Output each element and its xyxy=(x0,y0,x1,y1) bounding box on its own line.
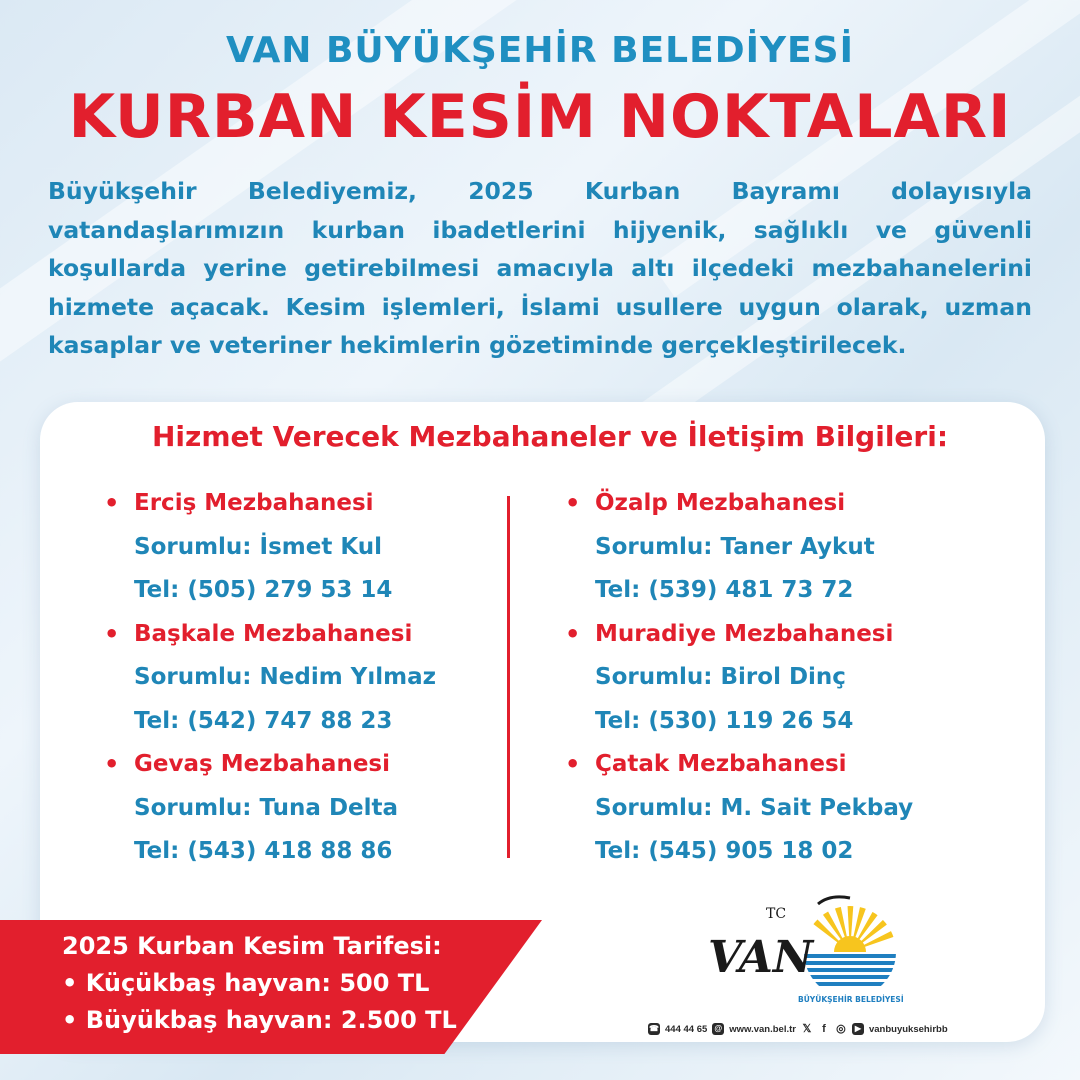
intro-paragraph: Büyükşehir Belediyemiz, 2025 Kurban Bayramı dolayısıyla vatandaşlarımızın kurban ibadetlerini hijyenik, sağlıklı ve güvenli koşullarda yerine getirebilmesi amacıyla altı ilçedeki mezbahanelerini hizmete açacak. Kesim işlemleri, İslami usullere uygun olarak, uzman kasaplar ve veteriner hekimlerin gözetiminde gerçekleştirilecek. xyxy=(48,177,1032,359)
footer-contact-bar xyxy=(648,1020,948,1038)
card-heading: Hizmet Verecek Mezbahaneler ve İletişim Bilgileri: xyxy=(151,420,949,453)
responsible-person: Sorumlu: Taner Aykut xyxy=(595,533,875,560)
bullet: • xyxy=(104,619,120,648)
x-icon[interactable]: 𝕏 xyxy=(802,1023,812,1035)
svg-text:TC: TC xyxy=(766,906,787,922)
slaughterhouse-name: Başkale Mezbahanesi xyxy=(134,620,413,647)
slaughterhouse-entry xyxy=(104,743,436,874)
slaughterhouse-entry xyxy=(565,482,913,613)
page-title: KURBAN KESİM NOKTALARI xyxy=(68,82,1012,152)
column-divider xyxy=(507,496,510,858)
responsible-person: Sorumlu: Nedim Yılmaz xyxy=(134,664,436,690)
slaughterhouse-name: Özalp Mezbahanesi xyxy=(595,490,846,516)
bullet: • xyxy=(565,750,581,778)
municipality-logo xyxy=(700,890,920,1010)
slaughterhouse-name: Gevaş Mezbahanesi xyxy=(134,751,390,777)
slaughterhouse-entry xyxy=(104,482,436,613)
responsible-person: Sorumlu: M. Sait Pekbay xyxy=(595,794,914,821)
tariff-large-animal: • Büyükbaş hayvan: 2.500 TL xyxy=(62,1006,457,1034)
slaughterhouse-name: Çatak Mezbahanesi xyxy=(595,751,847,777)
left-column xyxy=(104,482,436,874)
footer-phone[interactable]: 444 44 65 xyxy=(665,1023,708,1035)
right-column xyxy=(565,482,913,874)
responsible-person: Sorumlu: İsmet Kul xyxy=(134,533,383,560)
phone-icon: ☎ xyxy=(649,1024,659,1033)
tariff-title: 2025 Kurban Kesim Tarifesi: xyxy=(62,932,442,960)
bullet: • xyxy=(565,619,581,648)
tariff-small-animal: • Küçükbaş hayvan: 500 TL xyxy=(62,969,430,997)
slaughterhouse-entry xyxy=(104,613,436,744)
responsible-person: Sorumlu: Tuna Delta xyxy=(134,794,399,821)
phone-number[interactable]: Tel: (530) 119 26 54 xyxy=(595,707,854,734)
slaughterhouse-entry xyxy=(565,743,913,874)
phone-number[interactable]: Tel: (545) 905 18 02 xyxy=(595,838,854,864)
slaughterhouse-name: Erciş Mezbahanesi xyxy=(134,490,374,516)
slaughterhouse-entry xyxy=(565,613,913,744)
youtube-icon[interactable]: ▶ xyxy=(852,1023,864,1035)
facebook-icon[interactable]: f xyxy=(822,1023,826,1035)
bullet: • xyxy=(565,489,581,517)
footer-social-handle[interactable]: vanbuyuksehirbb xyxy=(868,1023,948,1035)
tariff-text xyxy=(62,928,457,1039)
phone-number[interactable]: Tel: (542) 747 88 23 xyxy=(134,707,393,734)
phone-number[interactable]: Tel: (539) 481 73 72 xyxy=(595,577,854,603)
bullet: • xyxy=(104,750,120,778)
web-icon: @ xyxy=(712,1023,724,1035)
phone-number[interactable]: Tel: (543) 418 88 86 xyxy=(134,838,393,864)
slaughterhouse-name: Muradiye Mezbahanesi xyxy=(595,620,894,647)
svg-text:VAN: VAN xyxy=(708,932,814,983)
footer-website[interactable]: www.van.bel.tr xyxy=(729,1023,796,1035)
sun-rays-icon xyxy=(800,896,910,1010)
phone-number[interactable]: Tel: (505) 279 53 14 xyxy=(134,577,393,603)
bullet: • xyxy=(104,489,120,517)
responsible-person: Sorumlu: Birol Dinç xyxy=(595,664,846,690)
instagram-icon[interactable]: ◎ xyxy=(836,1023,846,1035)
svg-text:BÜYÜKŞEHİR BELEDİYESİ: BÜYÜKŞEHİR BELEDİYESİ xyxy=(798,995,904,1004)
organization-title: VAN BÜYÜKŞEHİR BELEDİYESİ xyxy=(226,30,854,71)
